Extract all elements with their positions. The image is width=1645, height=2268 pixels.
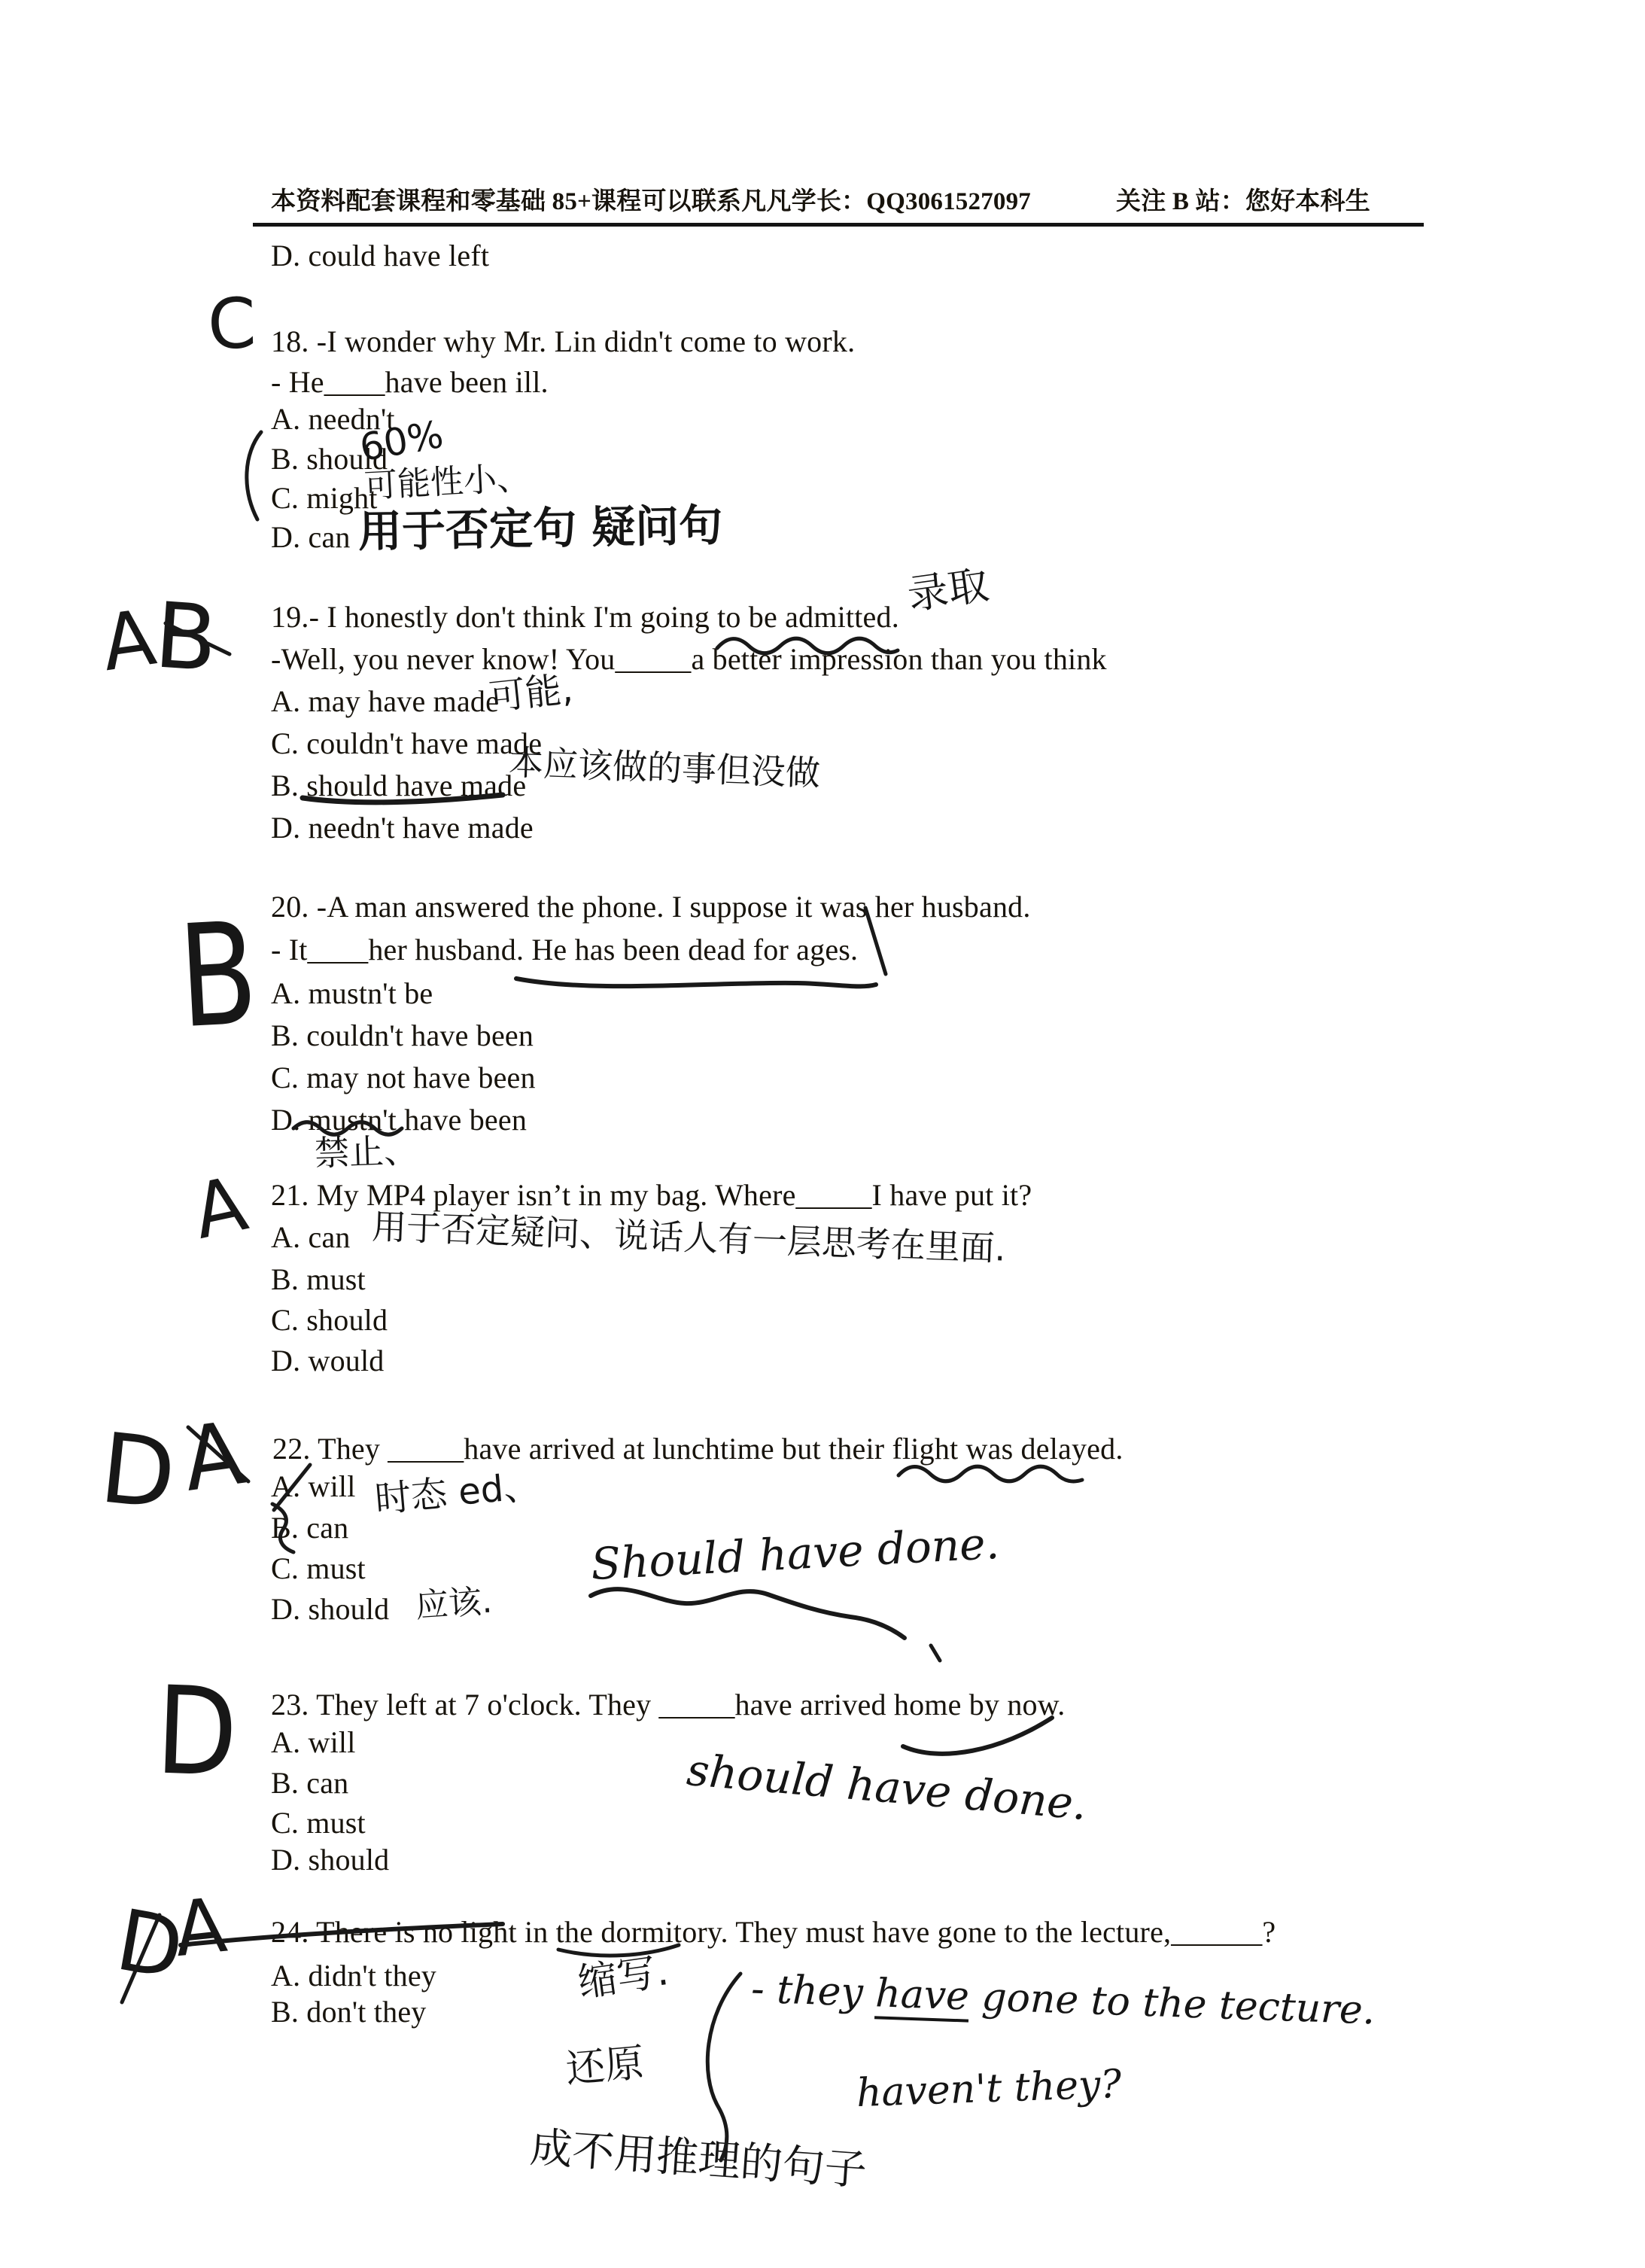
q18-brace-stroke <box>247 432 261 519</box>
hand-text-underlined-have: have <box>874 1971 970 2022</box>
margin-answer-letter: D <box>95 1412 181 1532</box>
hand-note-can: 用于否定句 疑问句 <box>357 499 723 558</box>
question-prompt: - It____her husband. He has been dead for ages. <box>271 933 859 967</box>
option-d: D. should <box>271 1843 390 1877</box>
option-c: C. might <box>271 481 378 515</box>
q22-wavy-underline <box>899 1466 1082 1481</box>
question-prompt: - He____have been ill. <box>271 365 549 399</box>
option-a: A. will <box>271 1725 356 1759</box>
option-d: D. should <box>271 1592 390 1626</box>
margin-answer-letter: D <box>154 1661 240 1805</box>
hand-note-might: 可能性小、 <box>363 458 531 506</box>
question-prompt: 23. They left at 7 o'clock. They _____have arrived home by now. <box>271 1688 1066 1722</box>
hand-note-should-have-done: Should have done. <box>589 1517 1001 1591</box>
option-b: B. must <box>271 1262 366 1296</box>
question-prompt: 19.- I honestly don't think I'm going to be admitted. <box>271 600 899 634</box>
header-bilibili-info: 关注 B 站：您好本科生 <box>1116 188 1370 215</box>
hand-note-forbid: 禁止、 <box>314 1129 419 1174</box>
option-c: C. should <box>271 1303 388 1337</box>
option-d: D. mustn't have been <box>271 1103 528 1137</box>
option-a: A. may have made <box>271 684 500 718</box>
question-prompt: -Well, you never know! You_____a better impression than you think <box>271 642 1107 676</box>
margin-answer-letter: A <box>185 1159 254 1256</box>
option-a: A. will <box>271 1469 356 1503</box>
margin-answer-letter-crossed: A <box>170 1880 231 1974</box>
q22-tick-mark <box>931 1645 940 1661</box>
question-prompt: 21. My MP4 player isn’t in my bag. Where_____I have put it? <box>271 1178 1032 1212</box>
option-c: C. may not have been <box>271 1061 536 1094</box>
option-c: C. couldn't have made <box>271 726 543 760</box>
hand-text: gone to the tecture. <box>968 1974 1376 2034</box>
header-divider <box>253 223 1424 227</box>
option-c: C. must <box>271 1806 366 1840</box>
question-prompt: 20. -A man answered the phone. I suppose it was her husband. <box>271 890 1031 924</box>
hand-note-abbreviation: 缩写. <box>575 1948 672 2007</box>
option-b: B. should have made <box>271 769 527 802</box>
option-a: A. needn't <box>271 402 395 436</box>
margin-answer-letter: B <box>151 583 221 693</box>
question-prompt: 24. There is no light in the dormitory. They must have gone to the lecture,______? <box>271 1915 1276 1949</box>
q23-underline-swoosh <box>903 1718 1052 1754</box>
hand-note-may: 可能, <box>487 668 575 719</box>
option-a: A. didn't they <box>271 1959 436 1992</box>
hand-note-restore: 还原 <box>564 2040 646 2093</box>
option-b: B. can <box>271 1766 349 1800</box>
margin-answer-letter: C <box>206 282 258 366</box>
hand-note-yinggai: 应该. <box>414 1582 494 1626</box>
hand-text: - they <box>750 1966 877 2017</box>
hand-note-tense: 时态 ed、 <box>372 1464 542 1521</box>
hand-note-should: 本应该做的事但没做 <box>508 741 821 794</box>
question-prompt: 18. -I wonder why Mr. Lin didn't come to work. <box>271 324 856 358</box>
hand-note-can-usage: 用于否定疑问、说话人有一层思考在里面. <box>371 1206 1007 1269</box>
question-prompt: 22. They _____have arrived at lunchtime but their flight was delayed. <box>272 1432 1124 1466</box>
hand-note-no-inference: 成不用推理的句子 <box>528 2123 868 2196</box>
option-d: D. would <box>271 1344 385 1378</box>
q22-cursive-wavy-underline <box>591 1589 905 1638</box>
margin-answer-letter: A <box>96 592 161 690</box>
option-c: C. must <box>271 1551 366 1585</box>
option-d: D. needn't have made <box>271 811 534 845</box>
hand-note-should-have-done: should have done. <box>685 1743 1090 1831</box>
q20-underline-swoosh <box>516 979 876 986</box>
option-a: A. can <box>271 1220 351 1254</box>
hand-note-admitted: 录取 <box>905 560 992 620</box>
option-b: B. don't they <box>271 1995 427 2029</box>
margin-answer-letter-crossed: D <box>109 1891 190 1999</box>
option-d: D. can <box>271 520 351 554</box>
stray-option-d: D. could have left <box>271 239 490 272</box>
option-b: B. couldn't have been <box>271 1018 534 1052</box>
hand-note-tag-question: haven't they? <box>856 2061 1123 2117</box>
header-course-info: 本资料配套课程和零基础 85+课程可以联系凡凡学长：QQ3061527097 <box>271 188 1031 215</box>
q24-brace-stroke <box>707 1974 740 2160</box>
option-b: B. can <box>271 1511 349 1545</box>
option-b: B. should <box>271 442 388 476</box>
hand-note-60-percent: 60% <box>356 412 447 470</box>
hand-note-expanded-sentence <box>750 1966 1376 2034</box>
margin-answer-letter-crossed: A <box>176 1402 251 1511</box>
margin-answer-letter: B <box>175 892 261 1061</box>
option-a: A. mustn't be <box>271 976 433 1010</box>
